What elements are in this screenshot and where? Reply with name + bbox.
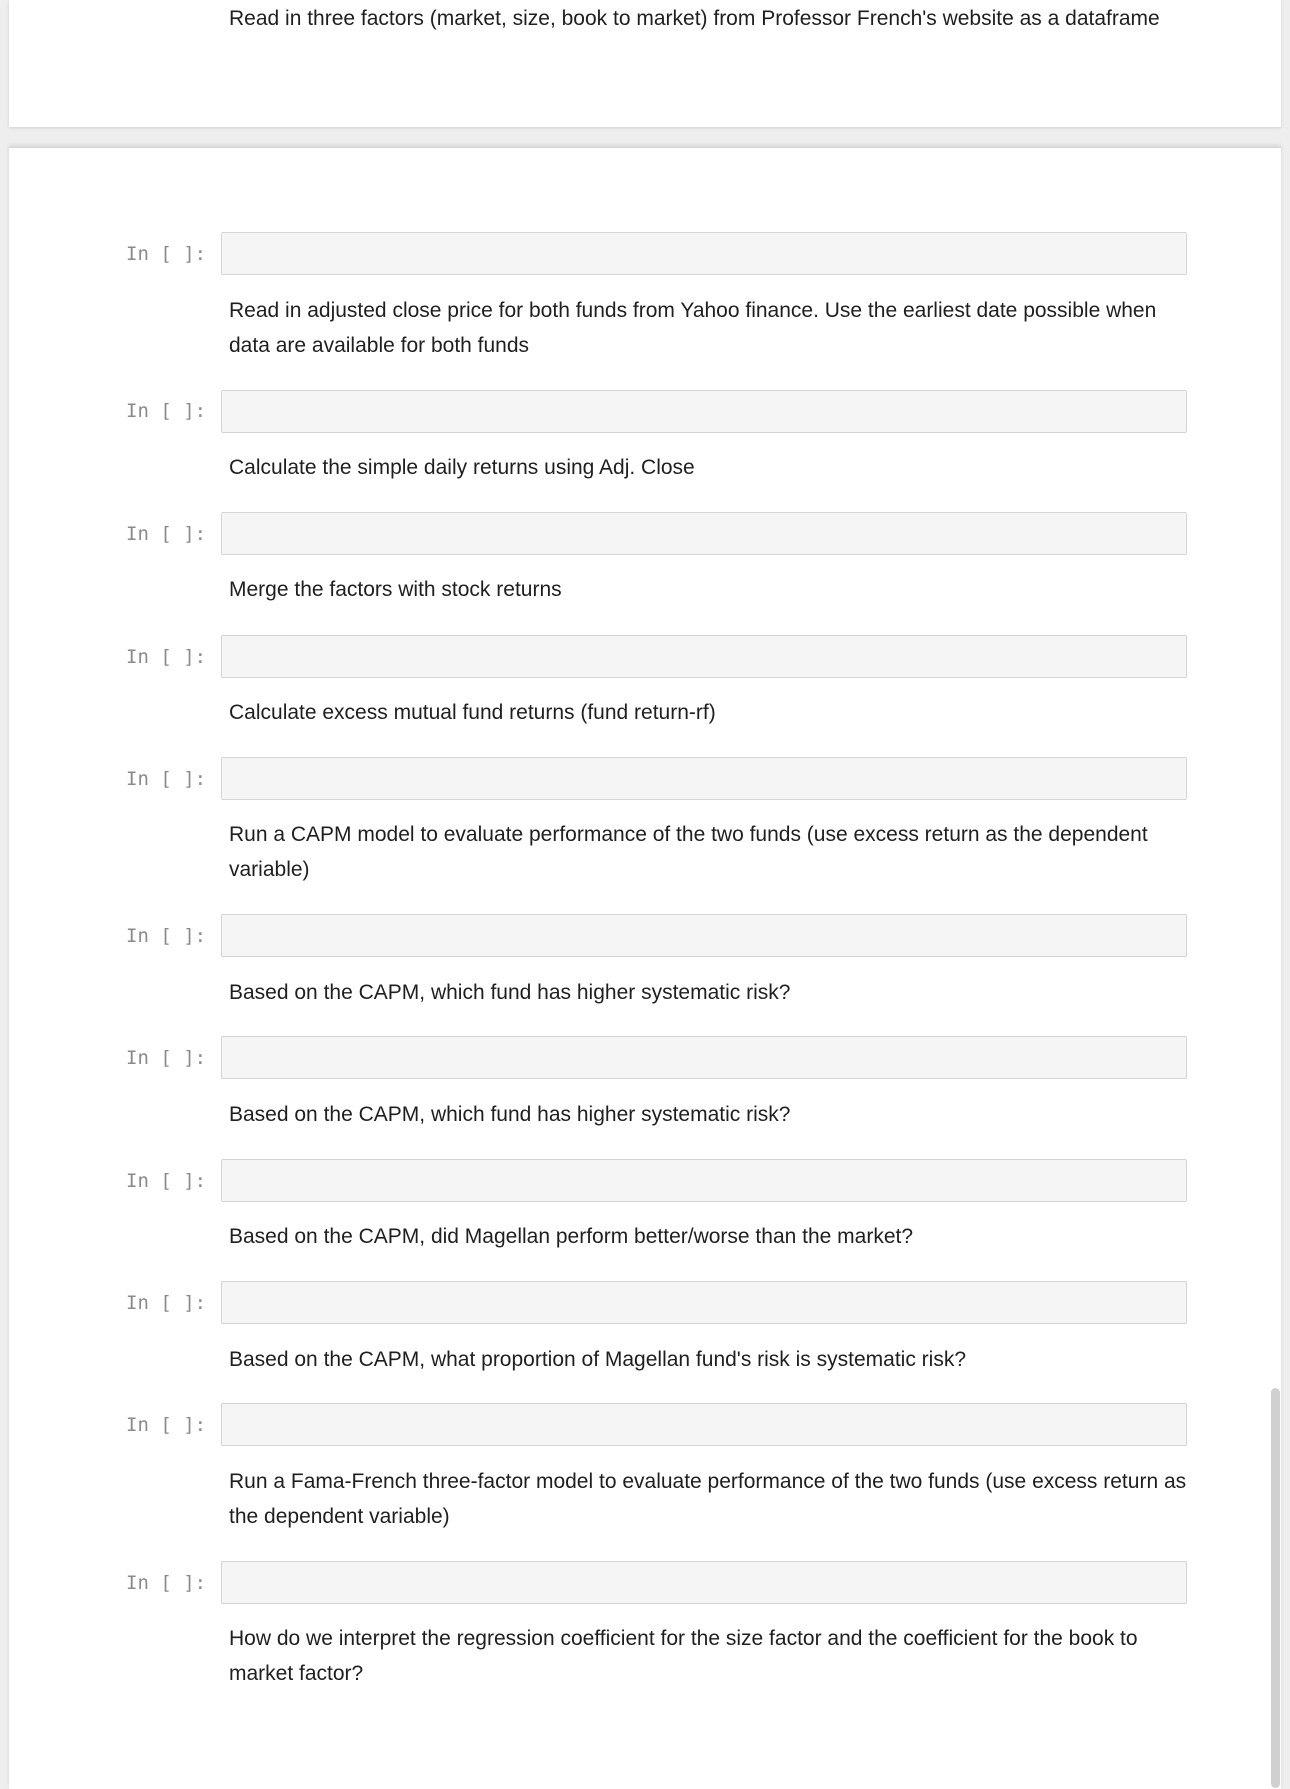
markdown-cell: Based on the CAPM, what proportion of Magellan fund's risk is systematic risk? — [229, 1348, 966, 1371]
markdown-cell: Calculate the simple daily returns using Adj. Close — [229, 456, 695, 479]
code-input-cell[interactable] — [221, 635, 1187, 678]
input-prompt: In [ ]: — [126, 1047, 207, 1069]
markdown-cell: Run a CAPM model to evaluate performance of the two funds (use excess return as the dependent variable) — [229, 823, 1148, 881]
input-prompt: In [ ]: — [126, 646, 207, 668]
input-prompt: In [ ]: — [126, 523, 207, 545]
code-input-cell[interactable] — [221, 914, 1187, 957]
input-prompt: In [ ]: — [126, 768, 207, 790]
markdown-cell: Based on the CAPM, which fund has higher systematic risk? — [229, 1103, 791, 1126]
markdown-cell: Based on the CAPM, which fund has higher systematic risk? — [229, 981, 791, 1004]
markdown-cell: Read in adjusted close price for both funds from Yahoo finance. Use the earliest date possible when data are available for both funds — [229, 299, 1157, 357]
input-prompt: In [ ]: — [126, 1170, 207, 1192]
code-input-cell[interactable] — [221, 232, 1187, 275]
markdown-cell: Merge the factors with stock returns — [229, 578, 562, 601]
code-input-cell[interactable] — [221, 1561, 1187, 1604]
input-prompt: In [ ]: — [126, 400, 207, 422]
input-prompt: In [ ]: — [126, 1572, 207, 1594]
input-prompt: In [ ]: — [126, 1414, 207, 1436]
code-input-cell[interactable] — [221, 390, 1187, 433]
input-prompt: In [ ]: — [126, 1292, 207, 1314]
vertical-scrollbar[interactable] — [1271, 1388, 1280, 1788]
code-input-cell[interactable] — [221, 512, 1187, 555]
markdown-cell: Run a Fama-French three-factor model to evaluate performance of the two funds (use excess return as the dependent variable) — [229, 1470, 1187, 1528]
code-input-cell[interactable] — [221, 1036, 1187, 1079]
input-prompt: In [ ]: — [126, 243, 207, 265]
code-input-cell[interactable] — [221, 1281, 1187, 1324]
input-prompt: In [ ]: — [126, 925, 207, 947]
code-input-cell[interactable] — [221, 1403, 1187, 1446]
markdown-cell-load-factors: Read in three factors (market, size, book to market) from Professor French's website as a dataframe — [229, 7, 1160, 30]
markdown-cell: Based on the CAPM, did Magellan perform better/worse than the market? — [229, 1225, 914, 1248]
markdown-cell: How do we interpret the regression coefficient for the size factor and the coefficient for the book to market factor? — [229, 1627, 1138, 1685]
code-input-cell[interactable] — [221, 1159, 1187, 1202]
markdown-cell: Calculate excess mutual fund returns (fund return-rf) — [229, 701, 716, 724]
code-input-cell[interactable] — [221, 757, 1187, 800]
